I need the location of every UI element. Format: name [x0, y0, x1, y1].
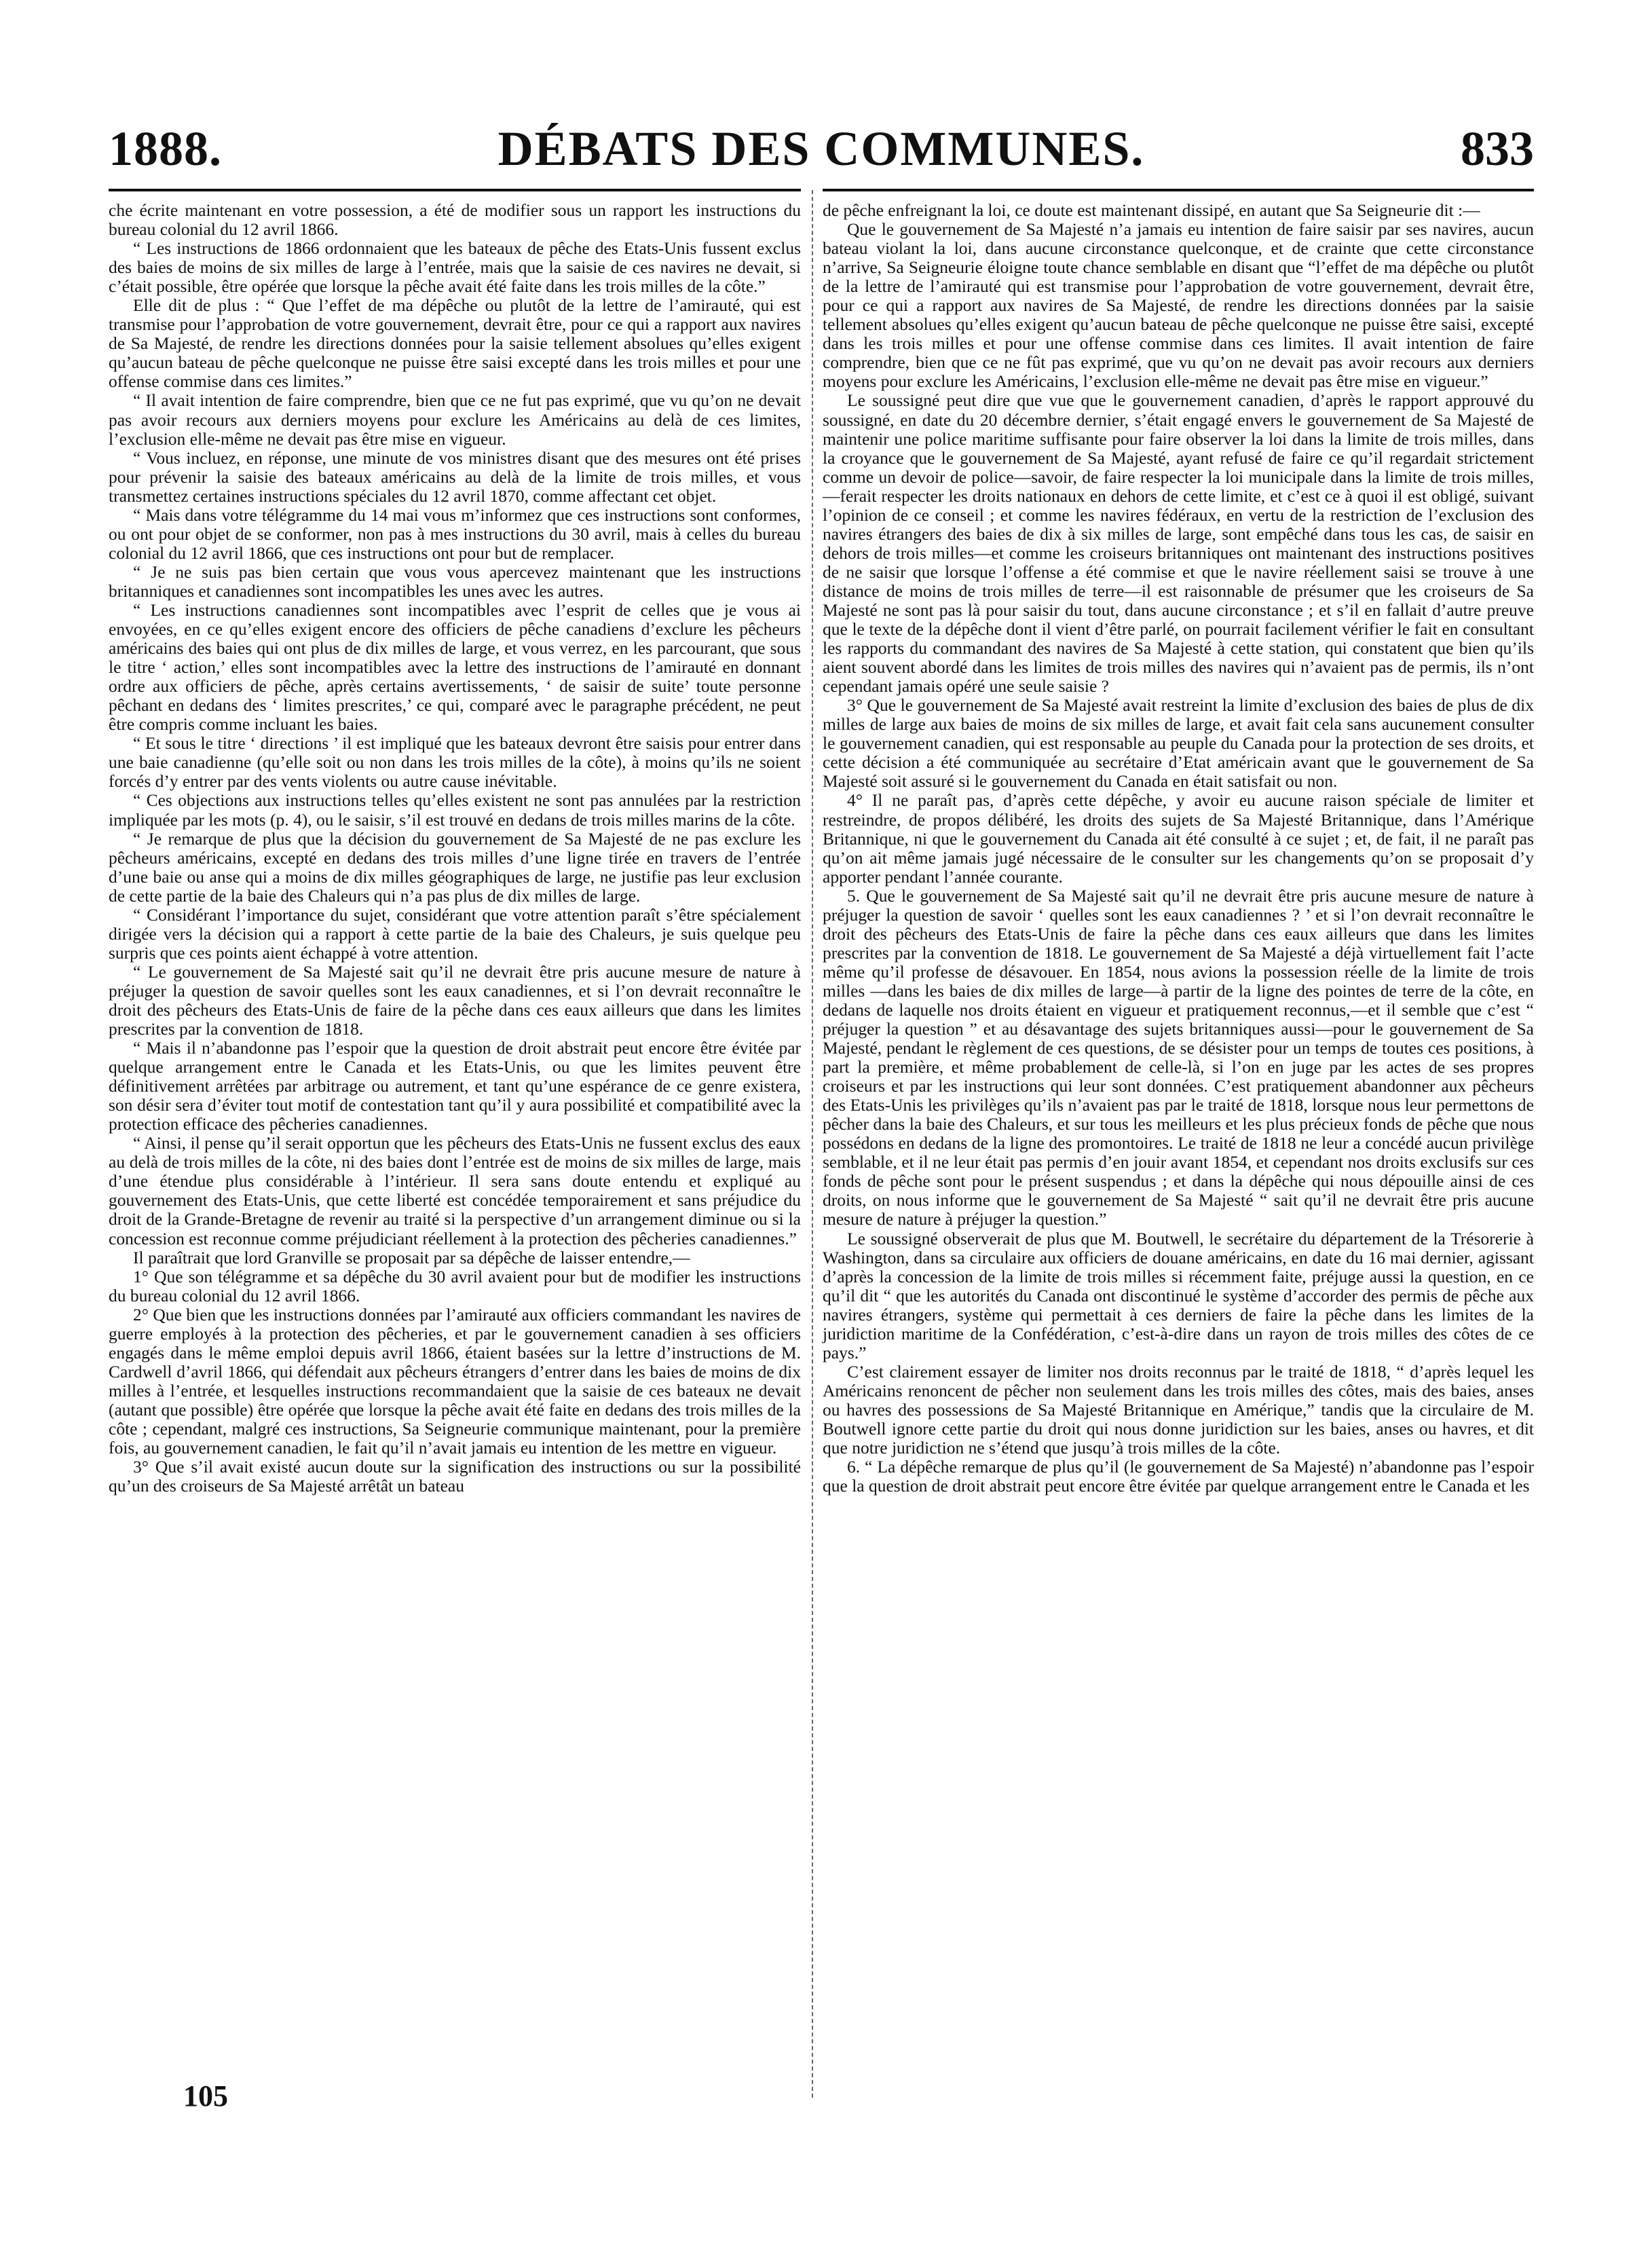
- paragraph: “ Le gouvernement de Sa Majesté sait qu’il ne devrait être pris aucune mesure de nature à préjuger la question de savoir quelles sont les eaux canadiennes, et si l’on devrait reconnaître le droit des pêcheurs des Etats-Unis de faire de la pêche dans ces eaux ailleurs que dans les limites prescrites par la convention de 1818.: [109, 961, 801, 1039]
- paragraph: “ Et sous le titre ‘ directions ’ il est impliqué que les bateaux devront être saisis pour entrer dans une baie canadienne (qu’elle soit ou non dans les trois milles de la côte), à moins qu’ils ne soient forcés d’y entrer par des vents violents ou autre cause inévitable.: [109, 733, 801, 792]
- paragraph: “ Je remarque de plus que la décision du gouvernement de Sa Majesté de ne pas exclure les pêcheurs américains, excepté en dedans des trois milles d’une ligne tirée en travers de l’entrée d’une baie ou anse qui a moins de dix milles géographiques de large, ne justifie pas leur exclusion de cette partie de la baie des Chaleurs qui n’a pas plus de dix milles de large.: [109, 828, 801, 906]
- header-rule-right: [823, 189, 1534, 191]
- column-divider: [812, 190, 813, 2098]
- paragraph: “ Vous incluez, en réponse, une minute de vos ministres disant que des mesures ont été prises pour prévenir la saisie des bateaux américains au delà de la limite de trois milles, et vous transmettez certaines instructions spéciales du 12 avril 1870, comme affectant cet objet.: [109, 447, 801, 506]
- header-year: 1888.: [109, 122, 222, 176]
- paragraph: “ Les instructions canadiennes sont incompatibles avec l’esprit de celles que je vous ai envoyées, en ce qu’elles exigent encore des officiers de pêche canadiens d’exclure les pêcheurs américains des baies qui ont plus de dix milles de large, et vous verrez, en les parcourant, que sous le titre ‘ action,’ elles sont incompatibles avec la lettre des instructions de l’amirauté en donnant ordre aux officiers de pêche, après certains avertissements, ‘ de saisir de suite’ toute personne pêchant en dedans des ‘ limites prescrites,’ ce qui, comparé avec le paragraphe précédent, ne peut être compris comme incluant les baies.: [109, 599, 801, 735]
- paragraph: Que le gouvernement de Sa Majesté n’a jamais eu intention de faire saisir par ses navires, aucun bateau violant la loi, dans aucune circonstance quelconque, et de crainte que cette circonstance n’arrive, Sa Seigneurie éloigne toute chance semblable en disant que “l’effet de ma dépêche ou plutôt de la lettre de l’amirauté qui est transmise pour l’approbation de votre gouvernement, devrait être, pour ce qui a rapport aux navires de Sa Majesté, de rendre les directions données par la saisie tellement absolues qu’elles exigent qu’aucun bateau de pêche quelconque ne puisse être saisi, excepté dans les trois milles et pour une offense commise dans ces limites. Il avait intention de faire comprendre, bien que ce ne fût pas exprimé, que vu qu’on ne devait pas avoir recours aux derniers moyens pour exclure les Américains, l’exclusion elle-même ne devait pas être mise en vigueur.”: [823, 219, 1534, 392]
- paragraph: 5. Que le gouvernement de Sa Majesté sait qu’il ne devrait être pris aucune mesure de nature à préjuger la question de savoir ‘ quelles sont les eaux canadiennes ? ’ et si l’on devrait reconnaître le droit des pêcheurs des Etats-Unis de faire la pêche dans ces eaux ailleurs que dans les limites prescrites par la convention de 1818. Le gouvernement de Sa Majesté a déjà virtuellement fait l’acte même qu’il professe de désavouer. En 1854, nous avions la possession réelle de la limite de trois milles —dans les baies de dix milles de large—à partir de la ligne des pointes de terre de la côte, en dedans de laquelle nos droits étaient en vigueur et pratiquement reconnus,—et il semble que c’est “ préjuger la question ” et au désavantage des sujets britanniques aussi—pour le gouvernement de Sa Majesté, pendant le règlement de ces questions, de se désister pour un temps de toutes ces positions, à part la première, et même probablement de celle-là, si l’on en juge par les actes de ses propres croiseurs et par les instructions qui leur sont données. C’est pratiquement abandonner aux pêcheurs des Etats-Unis les privilèges qu’ils n’avaient pas par le traité de 1818, lorsque nous leur permettons de pêcher dans la baie des Chaleurs, et sur tous les meilleurs et les plus précieux fonds de pêche que nous possédons en dedans de la ligne des promontoires. Le traité de 1818 ne leur a concédé aucun privilège semblable, et il ne leur était pas permis d’en jouir avant 1854, et cependant nos droits exclusifs sur ces fonds de pêche sont pour le présent suspendus ; et dans la dépêche qui nous dépouille ainsi de ces droits, on nous informe que le gouvernement de Sa Majesté “ sait qu’il ne devrait être pris aucune mesure de nature à préjuger la question.”: [823, 885, 1534, 1229]
- paragraph: 6. “ La dépêche remarque de plus qu’il (le gouvernement de Sa Majesté) n’abandonne pas l’espoir que la question de droit abstrait peut encore être évitée par quelque arrangement entre le Canada et les: [823, 1457, 1534, 1496]
- paragraph: 4° Il ne paraît pas, d’après cette dépêche, y avoir eu aucune raison spéciale de limiter et restreindre, de propos délibéré, les droits des sujets de Sa Majesté Britannique, dans l’Amérique Britannique, ni que le gouvernement du Canada ait été consulté à ce sujet ; et, de fait, il ne paraît pas qu’on ait même jamais jugé nécessaire de le consulter sur les changements qu’on se proposait d’y apporter pendant l’année courante.: [823, 790, 1534, 887]
- paragraph: “ Mais il n’abandonne pas l’espoir que la question de droit abstrait peut encore être évitée par quelque arrangement entre le Canada et les Etats-Unis, ou que les limites peuvent être définitivement arrêtées par arbitrage ou autrement, et tant qu’une espérance de ce genre existera, son désir sera d’éviter tout motif de contestation tant qu’il y aura possibilité et compatibilité avec la protection efficace des pêcheries canadiennes.: [109, 1038, 801, 1134]
- header-rule-left: [109, 189, 801, 191]
- paragraph: Le soussigné peut dire que vue que le gouvernement canadien, d’après le rapport approuvé du soussigné, en date du 20 décembre dernier, s’était engagé envers le gouvernement de Sa Majesté de maintenir une police maritime suffisante pour faire observer la loi dans la limite de trois milles, dans la croyance que le gouvernement de Sa Majesté, ayant refusé de faire ce qu’il regardait strictement comme un devoir de police—savoir, de faire respecter la loi municipale dans la limite de trois milles,—ferait respecter les droits nationaux en dehors de cette limite, et c’est ce à quoi il est obligé, suivant l’opinion de ce conseil ; et comme les navires fédéraux, en vertu de la restriction de l’exclusion des navires étrangers des baies de dix à six milles de large, sont empêché dans tous les cas, de saisir en dehors de trois milles—et comme les croiseurs britanniques ont maintenant des instructions positives de ne saisir que lorsque l’offense a été commise et que le navire réellement saisi se trouve à une distance de moins de trois milles de terre—il est raisonnable de présumer que les croiseurs de Sa Majesté ne sont pas là pour saisir du tout, dans aucune circonstance ; et s’il en fallait d’autre preuve que le texte de la dépêche dont il vient d’être parlé, on pourrait facilement vérifier le fait en consultant les rapports du commandant des navires de Sa Majesté à cette station, qui constatent que bien qu’ils aient souvent abordé dans les limites de trois milles des navires qui n’avaient pas de permis, ils n’ont cependant jamais opéré une seule saisie ?: [823, 390, 1534, 697]
- paragraph: che écrite maintenant en votre possession, a été de modifier sous un rapport les instructions du bureau colonial du 12 avril 1866.: [109, 200, 801, 240]
- header-title: DÉBATS DES COMMUNES.: [498, 122, 1145, 176]
- paragraph: 1° Que son télégramme et sa dépêche du 30 avril avaient pour but de modifier les instructions du bureau colonial du 12 avril 1866.: [109, 1266, 801, 1305]
- paragraph: 3° Que s’il avait existé aucun doute sur la signification des instructions ou sur la possibilité qu’un des croiseurs de Sa Majesté arrêtât un bateau: [109, 1457, 801, 1496]
- right-column: [823, 201, 1534, 1496]
- paragraph: “ Mais dans votre télégramme du 14 mai vous m’informez que ces instructions sont conformes, ou ont pour objet de se conformer, non pas à mes instructions du 30 avril, mais à celles du bureau colonial du 12 avril 1866, que ces instructions ont pour but de remplacer.: [109, 504, 801, 563]
- paragraph: “ Je ne suis pas bien certain que vous vous apercevez maintenant que les instructions britanniques et canadiennes sont incompatibles les unes avec les autres.: [109, 561, 801, 601]
- paragraph: Elle dit de plus : “ Que l’effet de ma dépêche ou plutôt de la lettre de l’amirauté, qui est transmise pour l’approbation de votre gouvernement, devrait être, pour ce qui a rapport aux navires de Sa Majesté, de rendre les directions données pour la saisie tellement absolues qu’elles exigent qu’aucun bateau de pêche quelconque ne puisse être saisi excepté dans les trois milles et pour une offense commise dans ces limites.”: [109, 295, 801, 392]
- paragraph: de pêche enfreignant la loi, ce doute est maintenant dissipé, en autant que Sa Seigneurie dit :—: [823, 200, 1480, 220]
- paragraph: Le soussigné observerait de plus que M. Boutwell, le secrétaire du département de la Trésorerie à Washington, dans sa circulaire aux officiers de douane américains, en date du 16 mai dernier, agissant d’après la concession de la limite de trois milles si récemment faite, préjuge aussi la question, en ce qu’il dit “ que les autorités du Canada ont discontinué le système d’accorder des permis de pêche aux navires étrangers, système qui permettait à ces derniers de faire la pêche dans les limites de la juridiction maritime de la Confédération, c’est-à-dire dans un rayon de trois milles des côtes de ce pays.”: [823, 1228, 1534, 1362]
- paragraph: “ Les instructions de 1866 ordonnaient que les bateaux de pêche des Etats-Unis fussent exclus des baies de moins de six milles de large à l’entrée, mais que la saisie de ces navires ne devait, si c’était possible, être opérée que lorsque la pêche avait été faite dans les trois milles de la côte.”: [109, 238, 801, 297]
- paragraph: “ Il avait intention de faire comprendre, bien que ce ne fut pas exprimé, que vu qu’on ne devait pas avoir recours aux derniers moyens pour exclure les Américains au delà de ces limites, l’exclusion elle-même ne devait pas être mise en vigueur.: [109, 390, 801, 449]
- signature-mark: 105: [183, 2079, 228, 2113]
- paragraph: “ Ainsi, il pense qu’il serait opportun que les pêcheurs des Etats-Unis ne fussent exclus des eaux au delà de trois milles de la côte, ni des baies dont l’entrée est de moins de six milles de large, mais d’une étendue plus considérable à l’intérieur. Il sera sans doute entendu et expliqué au gouvernement des Etats-Unis, que cette liberté est concédée temporairement et sans préjudice du droit de la Grande-Bretagne de revenir au traité si la perspective d’un arrangement diminue ou si la concession est reconnue comme préjudiciant réellement à la protection des pêcheries canadiennes.”: [109, 1133, 801, 1248]
- paragraph: “ Ces objections aux instructions telles qu’elles existent ne sont pas annulées par la restriction impliquée par les mots (p. 4), ou le saisir, s’il est trouvé en dedans de trois milles marins de la côte.: [109, 790, 801, 830]
- paragraph: C’est clairement essayer de limiter nos droits reconnus par le traité de 1818, “ d’après lequel les Américains renoncent de pêcher non seulement dans les trois milles des côtes, mais des baies, anses ou havres des possessions de Sa Majesté Britannique en Amérique,” tandis que la circulaire de M. Boutwell ignore cette partie du droit qui nous donne juridiction sur les baies, anses ou havres, et dit que notre juridiction ne s’étend que jusqu’à trois milles de la côte.: [823, 1361, 1534, 1458]
- page-header: [109, 109, 1534, 183]
- left-column: [109, 201, 801, 1496]
- paragraph: “ Considérant l’importance du sujet, considérant que votre attention paraît s’être spécialement dirigée vers la décision qui a rapport à cette partie de la baie des Chaleurs, je suis quelque peu surpris que ces points aient échappé à votre attention.: [109, 904, 801, 963]
- paragraph: 2° Que bien que les instructions données par l’amirauté aux officiers commandant les navires de guerre employés à la protection des pêcheries, et par le gouvernement canadien à ses officiers engagés dans le même emploi depuis avril 1866, étaient basées sur la lettre d’instructions de M. Cardwell d’avril 1866, qui défendait aux pêcheurs étrangers d’entrer dans les baies de moins de dix milles à l’entrée, et lesquelles instructions recommandaient que la saisie de ces bateaux ne devait (autant que possible) être opérée que lorsque la pêche avait été faite en dedans des trois milles de la côte ; cependant, malgré ces instructions, Sa Seigneurie communique maintenant, pour la première fois, au gouvernement canadien, le fait qu’il n’avait jamais eu intention de les mettre en vigueur.: [109, 1304, 801, 1458]
- paragraph: Il paraîtrait que lord Granville se proposait par sa dépêche de laisser entendre,—: [133, 1247, 690, 1267]
- header-page-number: 833: [1461, 122, 1534, 176]
- paragraph: 3° Que le gouvernement de Sa Majesté avait restreint la limite d’exclusion des baies de plus de dix milles de large aux baies de moins de six milles de large, et avait fait cela sans aucunement consulter le gouvernement canadien, qui est responsable au peuple du Canada pour la protection de ses droits, et cette décision a été communiquée au secrétaire d’Etat américain avant que le gouvernement de Sa Majesté soit assuré si le gouvernement du Canada en était satisfait ou non.: [823, 695, 1534, 792]
